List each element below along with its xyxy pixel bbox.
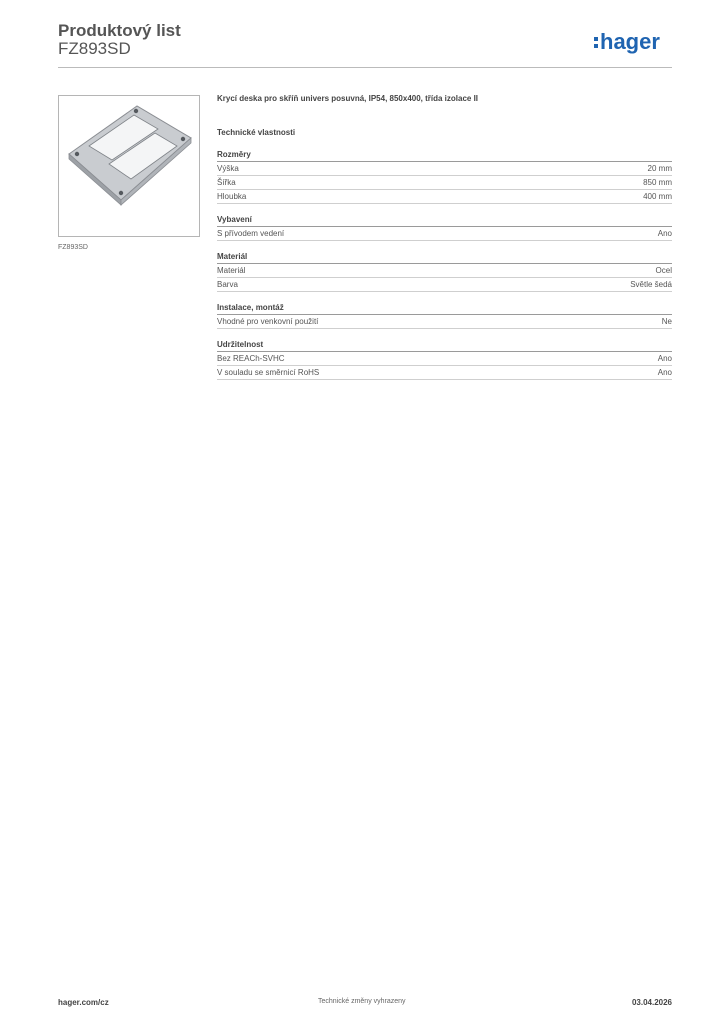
- product-code: FZ893SD: [58, 39, 131, 58]
- footer-website-link[interactable]: hager.com/cz: [58, 998, 109, 1007]
- spec-label: Výška: [217, 164, 239, 173]
- header-divider: [58, 67, 672, 68]
- cover-plate-illustration: [59, 96, 199, 236]
- spec-value: Světle šedá: [630, 280, 672, 289]
- spec-row: [217, 366, 672, 380]
- hager-logo-icon: [593, 29, 673, 57]
- product-description: Krycí deska pro skříň univers posuvná, IP54, 850x400, třída izolace II: [217, 94, 479, 103]
- spec-row: [217, 176, 672, 190]
- product-image: [58, 95, 200, 237]
- hager-logo: [593, 29, 673, 57]
- group-sustainability: [217, 339, 672, 380]
- group-title: Instalace, montáž: [217, 302, 672, 315]
- spec-label: Hloubka: [217, 192, 247, 201]
- group-title: Vybavení: [217, 214, 672, 227]
- image-caption: FZ893SD: [58, 244, 88, 251]
- technical-properties-title: Technické vlastnosti: [217, 128, 296, 137]
- footer-date: 03.04.2026: [631, 998, 672, 1007]
- spec-label: Barva: [217, 280, 238, 289]
- spec-value: Ano: [657, 229, 672, 238]
- spec-row: [217, 352, 672, 366]
- spec-row: [217, 190, 672, 204]
- group-equipment: [217, 214, 672, 241]
- spec-row: [217, 278, 672, 292]
- spec-row: [217, 227, 672, 241]
- spec-value: 850 mm: [643, 178, 672, 187]
- spec-value: 20 mm: [647, 164, 672, 173]
- group-dimensions: [217, 149, 672, 204]
- spec-row: [217, 162, 672, 176]
- spec-row: [217, 315, 672, 329]
- group-installation: [217, 302, 672, 329]
- spec-value: Ocel: [655, 266, 672, 275]
- product-details: [217, 93, 672, 390]
- spec-label: Bez REACh-SVHC: [217, 354, 285, 363]
- spec-label: S přívodem vedení: [217, 229, 285, 238]
- group-title: Udržitelnost: [217, 339, 672, 352]
- page-title: Produktový list: [58, 21, 181, 40]
- footer-note: Technické změny vyhrazeny: [318, 998, 406, 1005]
- group-material: [217, 251, 672, 292]
- spec-value: Ano: [657, 354, 672, 363]
- logo-text: hager: [600, 29, 660, 54]
- spec-value: Ano: [657, 368, 672, 377]
- spec-label: V souladu se směrnicí RoHS: [217, 368, 320, 377]
- spec-row: [217, 264, 672, 278]
- spec-label: Materiál: [217, 266, 246, 275]
- group-title: Materiál: [217, 251, 672, 264]
- group-title: Rozměry: [217, 149, 672, 162]
- spec-value: 400 mm: [643, 192, 672, 201]
- spec-value: Ne: [661, 317, 672, 326]
- spec-label: Šířka: [217, 178, 236, 187]
- spec-label: Vhodné pro venkovní použití: [217, 317, 319, 326]
